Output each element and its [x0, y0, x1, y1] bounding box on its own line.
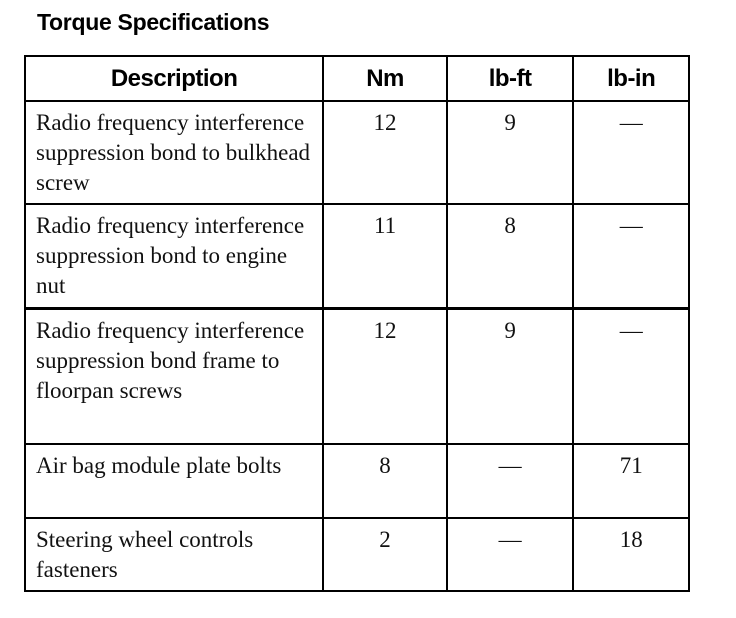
cell-lb-ft: 8: [447, 204, 574, 308]
cell-lb-ft: —: [447, 444, 574, 518]
page-title: Torque Specifications: [37, 9, 270, 35]
cell-nm: 8: [323, 444, 447, 518]
table-header-row: [25, 56, 689, 101]
cell-description: Steering wheel controls fasteners: [25, 518, 323, 591]
cell-nm: 12: [323, 101, 447, 204]
header-description: Description: [25, 56, 323, 101]
cell-description: Radio frequency interference suppression bond frame to floorpan screws: [25, 308, 323, 444]
table-row: [25, 204, 689, 308]
table-row: [25, 308, 689, 444]
cell-nm: 2: [323, 518, 447, 591]
cell-lb-ft: 9: [447, 308, 574, 444]
cell-nm: 12: [323, 308, 447, 444]
cell-description: Radio frequency interference suppression bond to engine nut: [25, 204, 323, 308]
cell-description: Radio frequency interference suppression bond to bulkhead screw: [25, 101, 323, 204]
cell-nm: 11: [323, 204, 447, 308]
cell-lb-in: —: [573, 204, 689, 308]
header-lb-ft: lb-ft: [447, 56, 574, 101]
cell-lb-in: —: [573, 101, 689, 204]
cell-lb-in: 71: [573, 444, 689, 518]
table-row: [25, 444, 689, 518]
cell-lb-ft: 9: [447, 101, 574, 204]
table-row: [25, 101, 689, 204]
torque-spec-table: [24, 55, 690, 592]
cell-lb-in: —: [573, 308, 689, 444]
table-row: [25, 518, 689, 591]
header-lb-in: lb-in: [573, 56, 689, 101]
cell-lb-ft: —: [447, 518, 574, 591]
cell-lb-in: 18: [573, 518, 689, 591]
header-nm: Nm: [323, 56, 447, 101]
cell-description: Air bag module plate bolts: [25, 444, 323, 518]
